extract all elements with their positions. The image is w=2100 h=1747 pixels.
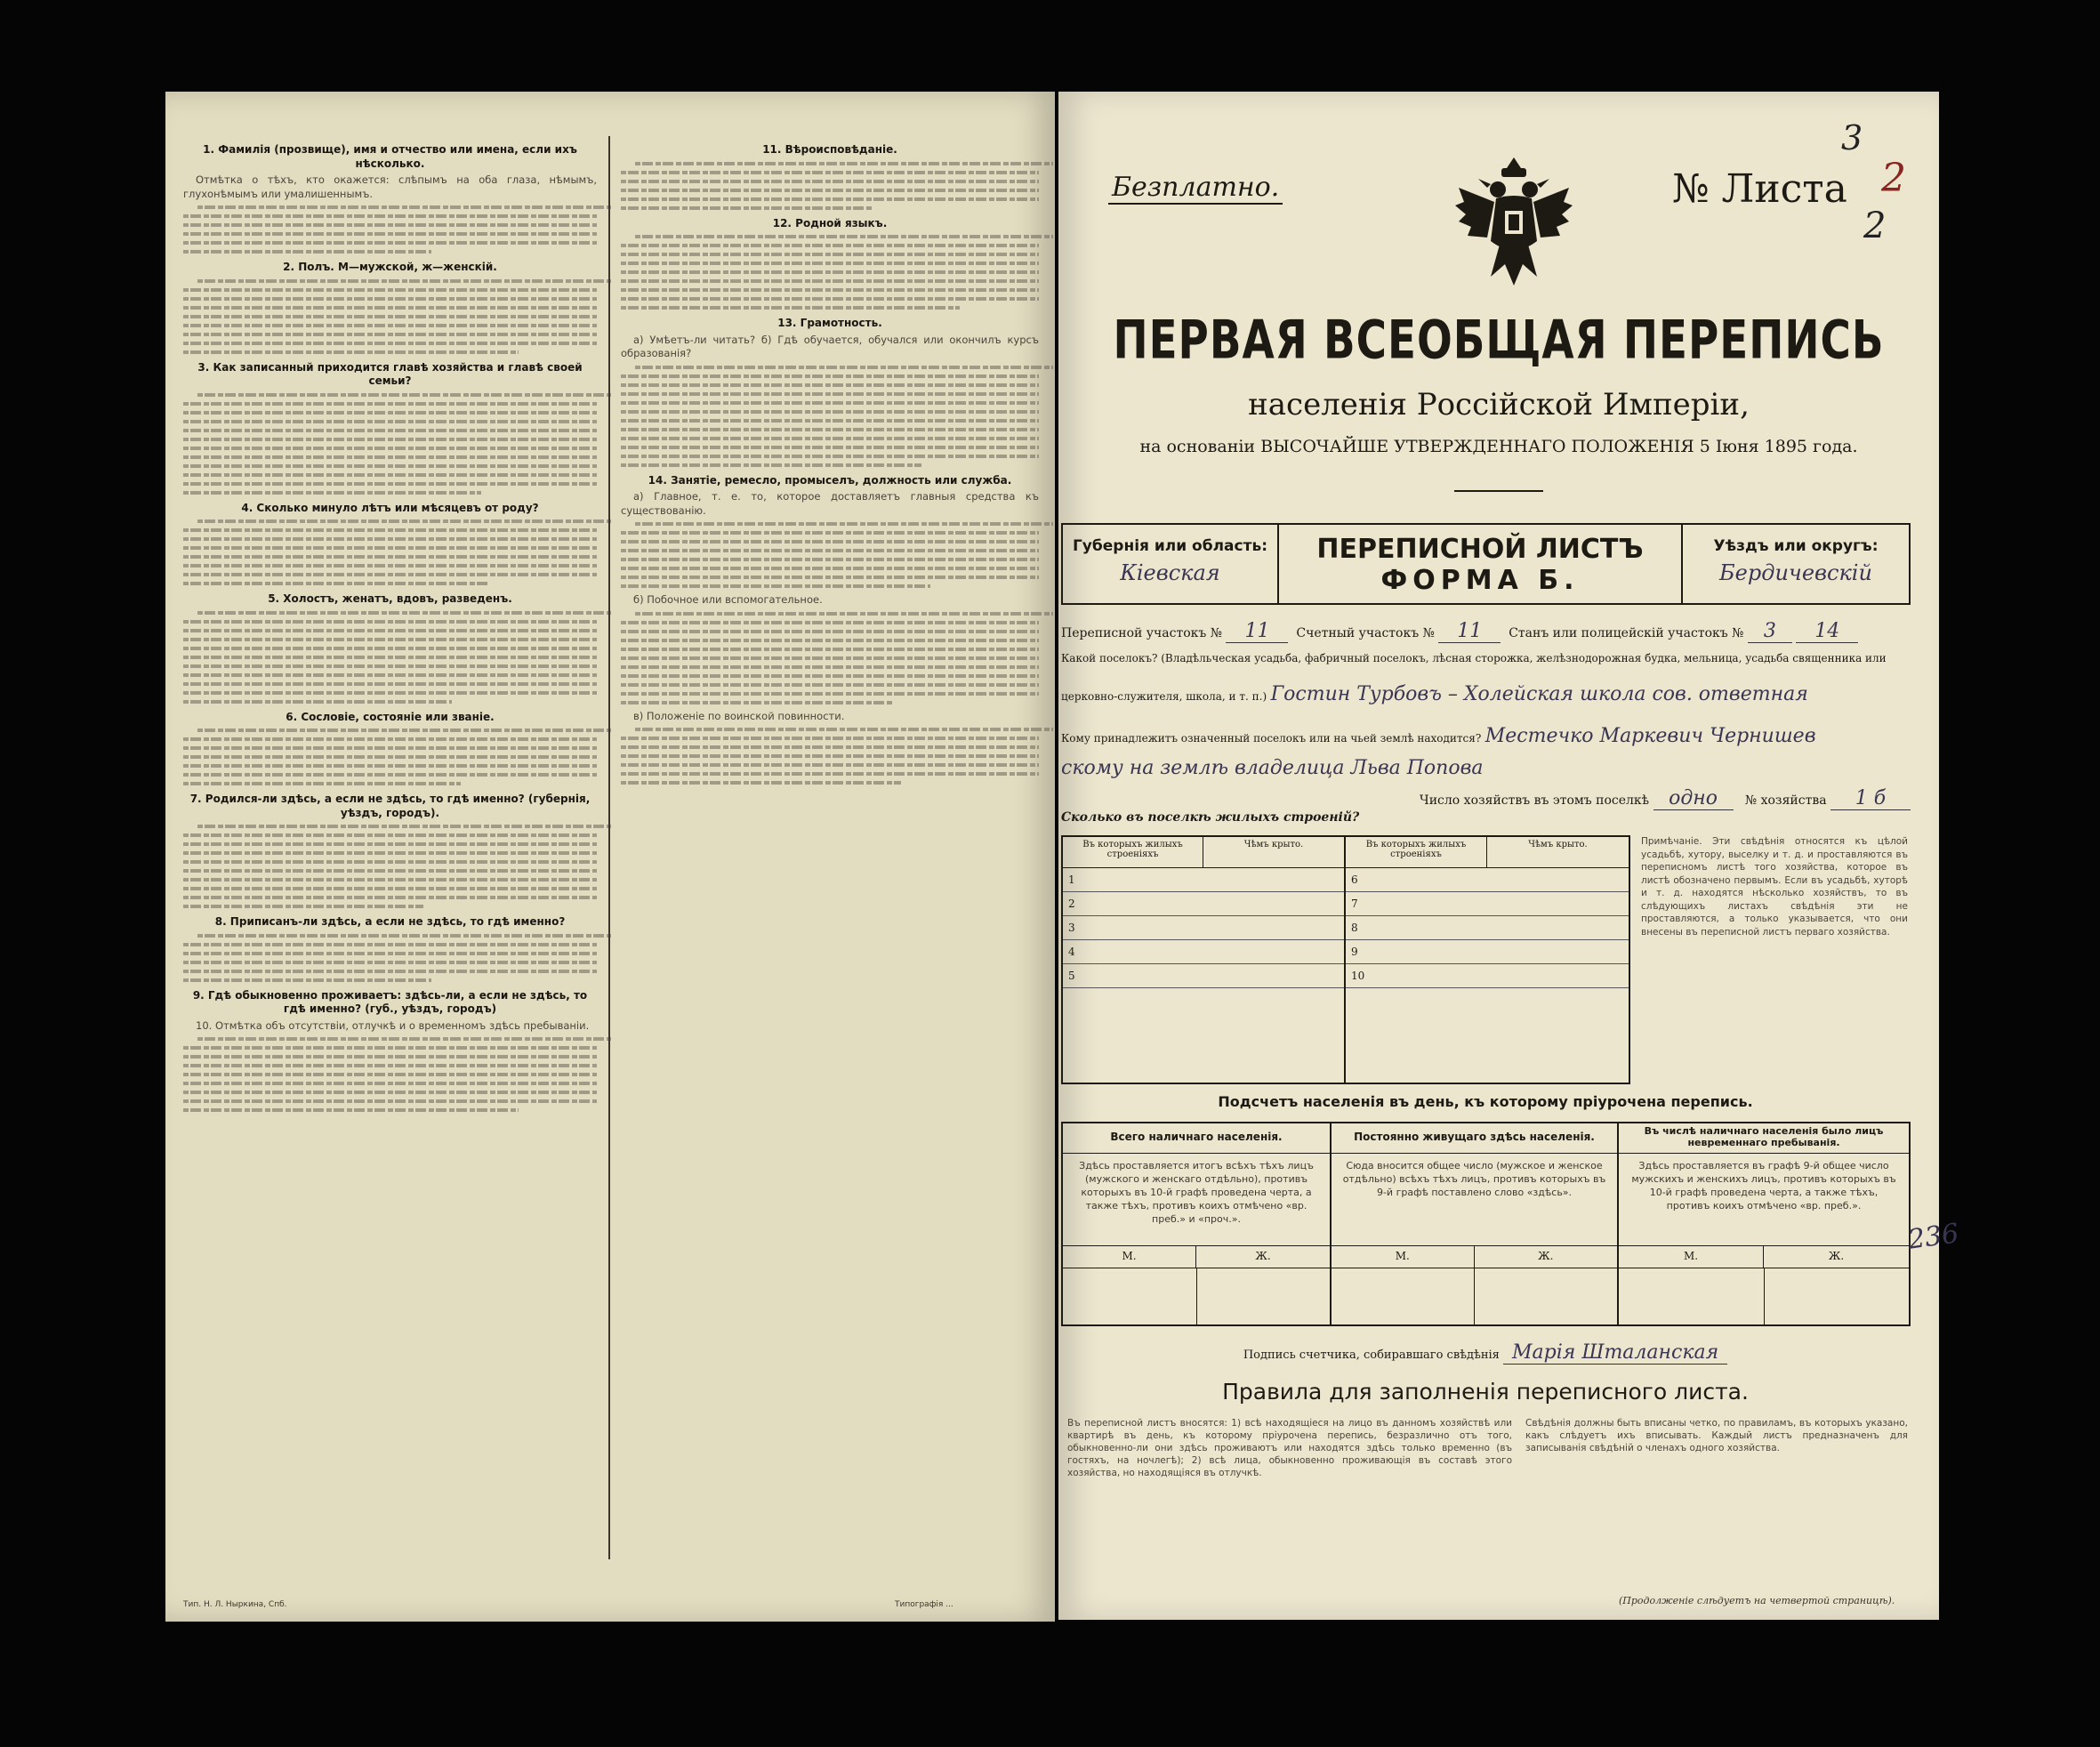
total-present-head: Всего наличнаго населенія. <box>1063 1123 1330 1154</box>
rules-text-left: Въ переписной листъ вносятся: 1) всѣ находящіеся на лицо въ данномъ хозяйствѣ или квартирѣ въ день, къ которому пріурочена перепись, безразлично отъ того, обыкновенно-ли они здѣсь проживаютъ или находятся здѣсь только временно (въ гостяхъ, на ночлегѣ); 2) всѣ лица, обыкновенно проживающія въ составѣ этого хозяйства, но находящіяся въ отлучкѣ. <box>1067 1418 1512 1478</box>
fine-print-line <box>183 833 597 837</box>
female-value-cell <box>1765 1268 1910 1325</box>
fine-print-line <box>183 333 597 336</box>
households-count-label: Число хозяйствъ въ этомъ поселкѣ <box>1419 793 1650 808</box>
fine-print-line <box>621 531 1039 535</box>
building-row: 9 <box>1346 940 1629 964</box>
buildings-col-head-2: Въ которыхъ жилыхъ строеніяхъ <box>1346 837 1487 867</box>
fine-print-line <box>183 473 597 477</box>
temporary-text: Здѣсь проставляется въ графѣ 9-й общее число мужскихъ и женскихъ лицъ, противъ которыхъ въ 10-й графѣ проведена черта, а также тѣхъ, противъ коихъ отмѣчено «вр. преб.». <box>1619 1154 1909 1246</box>
instruction-text: а) Главное, т. е. то, которое доставляетъ главныя средства къ существованію. <box>621 490 1039 517</box>
fine-print-line <box>183 764 597 768</box>
fine-print-line <box>621 737 1039 740</box>
households-count-value: одно <box>1653 787 1734 810</box>
fine-print-line <box>183 537 597 541</box>
fine-print-line <box>183 297 597 301</box>
male-label: М. <box>1063 1246 1196 1268</box>
settlement-question: Какой поселокъ? (Владѣльческая усадьба, фабричный поселокъ, лѣсная сторожка, желѣзнодорожная будка, мельница, усадьба священника или <box>1061 652 1887 664</box>
fine-print-line <box>183 1055 597 1059</box>
fine-print-block <box>621 728 1039 785</box>
corner-number-handwritten: 2 <box>1863 205 1887 246</box>
fine-print-line <box>183 420 597 423</box>
building-row: 4 <box>1063 940 1344 964</box>
fine-print-line <box>183 411 597 415</box>
fine-print-line <box>621 455 1039 458</box>
settlement-row <box>1061 683 1911 705</box>
fine-print-line <box>635 728 1053 731</box>
fine-print-line <box>621 772 1039 776</box>
rules-title: Правила для заполненія переписного листа. <box>1222 1379 1749 1405</box>
fine-print-line <box>621 781 901 785</box>
fine-print-line <box>183 691 597 695</box>
fine-print-line <box>183 961 597 964</box>
fine-print-block <box>183 205 597 254</box>
fine-print-line <box>183 1091 597 1094</box>
fine-print-line <box>183 943 597 946</box>
fine-print-line <box>183 555 597 559</box>
fine-print-line <box>183 673 597 677</box>
fine-print-line <box>183 887 597 890</box>
fine-print-block <box>183 934 597 982</box>
fine-print-line <box>621 262 1039 265</box>
fine-print-line <box>621 279 1039 283</box>
fine-print-line <box>621 171 1039 174</box>
fine-print-line <box>621 419 1039 423</box>
fine-print-line <box>635 366 1053 369</box>
fine-print-line <box>621 701 893 704</box>
population-count-table <box>1061 1122 1911 1326</box>
buildings-label: Сколько въ поселкѣ жилыхъ строеній? <box>1061 810 1360 825</box>
fine-print-line <box>621 446 1039 449</box>
buildings-note: Примѣчаніе. Эти свѣдѣнія относятся къ цѣлой усадьбѣ, хутору, выселку и т. д. и проставляются въ переписномъ листѣ того хозяйства, которое въ листѣ обозначено первымъ. Если въ усадьбѣ, хуторѣ и т. д. находятся нѣсколько хозяйствъ, то въ слѣдующихъ листахъ свѣдѣнія эти не проставляются, а только указывается, что они внесены въ переписной листъ перваго хозяйства. <box>1641 836 1908 938</box>
roof-col-head: Чѣмъ крыто. <box>1243 840 1304 849</box>
fine-print-line <box>183 350 519 354</box>
fine-print-line <box>183 773 597 777</box>
instruction-text: 10. Отмѣтка объ отсутствіи, отлучкѣ и о временномъ здѣсь пребываніи. <box>196 1018 590 1032</box>
fine-print-line <box>621 639 1039 642</box>
building-row: 5 <box>1063 964 1344 988</box>
buildings-col-head: Въ которыхъ жилыхъ строеніяхъ <box>1063 837 1203 867</box>
rules-continuation: (Продолженіе слѣдуетъ на четвертой страницѣ). <box>1619 1595 1895 1606</box>
fine-print-block <box>621 612 1039 704</box>
fine-print-line <box>183 573 597 576</box>
instruction-heading: 11. Вѣроисповѣданіе. <box>762 143 897 156</box>
instruction-text: Отмѣтка о тѣхъ, кто окажется: слѣпымъ на оба глаза, нѣмымъ, глухонѣмымъ или умалишеннымъ. <box>183 173 597 200</box>
fine-print-block <box>621 235 1039 310</box>
fine-print-line <box>621 383 1039 387</box>
fine-print-line <box>621 754 1039 758</box>
female-value-cell <box>1197 1268 1331 1325</box>
instruction-heading: 12. Родной языкъ. <box>772 216 888 229</box>
fine-print-line <box>621 437 1039 440</box>
fine-print-line <box>183 241 597 245</box>
fine-print-line <box>183 896 597 899</box>
form-name: ФОРМА Б. <box>1380 565 1580 596</box>
fine-print-line <box>621 648 1039 651</box>
fine-print-line <box>621 180 1039 183</box>
imperial-eagle-emblem-icon <box>1452 152 1576 294</box>
fine-print-line <box>183 564 597 568</box>
fine-print-line <box>183 746 597 750</box>
fine-print-line <box>183 860 597 864</box>
instruction-heading: 3. Как записанный приходится главѣ хозяйства и главѣ своей семьи? <box>197 360 583 387</box>
households-row <box>1061 787 1911 810</box>
fine-print-line <box>621 297 1039 301</box>
fine-print-line <box>183 464 597 468</box>
fine-print-line <box>183 978 431 982</box>
fine-print-line <box>183 878 597 882</box>
instruction-heading: 13. Грамотность. <box>777 317 882 329</box>
instruction-heading: 2. Полъ. М—мужской, ж—женскій. <box>283 261 497 273</box>
fine-print-line <box>183 782 461 785</box>
owner-row-continued <box>1061 757 1911 779</box>
instruction-heading: 9. Гдѣ обыкновенно проживаетъ: здѣсь-ли, а если не здѣсь, то гдѣ именно? (губ., уѣздъ, городъ) <box>192 988 588 1015</box>
fine-print-line <box>183 1108 519 1112</box>
building-row: 8 <box>1346 916 1629 940</box>
uezd-field <box>1681 523 1911 605</box>
printer-imprint-left: Тип. Н. Л. Ныркина, Спб. <box>183 1600 287 1609</box>
census-district-value: 11 <box>1226 620 1288 643</box>
instructions-column-right <box>621 136 1039 1568</box>
fine-print-line <box>197 279 611 283</box>
form-header-box <box>1058 523 1912 605</box>
fine-print-line <box>183 842 597 846</box>
fine-print-line <box>197 934 611 938</box>
free-label: Безплатно. <box>1108 172 1283 205</box>
fine-print-line <box>621 674 1039 678</box>
sheet-number-label: № Листа <box>1672 166 1847 212</box>
fine-print-line <box>183 869 597 873</box>
settlement-value: Гостин Турбовъ – Холейская школа сов. ответная <box>1270 683 1808 705</box>
enumerator-signature-row <box>1058 1341 1912 1365</box>
fine-print-line <box>621 410 1039 414</box>
fine-print-line <box>183 1046 597 1050</box>
owner-row <box>1061 725 1911 747</box>
owner-value: Местечко Маркевич Чернишев <box>1484 725 1816 747</box>
fine-print-line <box>183 491 481 495</box>
instruction-heading: 7. Родился-ли здѣсь, а если не здѣсь, то гдѣ именно? (губернія, уѣздъ, городъ). <box>189 793 591 819</box>
fine-print-line <box>635 235 1053 238</box>
fine-print-line <box>183 402 597 406</box>
fine-print-line <box>621 558 1039 561</box>
uezd-label: Уѣздъ или округъ: <box>1713 537 1879 555</box>
instruction-text: а) Умѣетъ-ли читать? б) Гдѣ обучается, обучался или окончилъ курсъ образованія? <box>621 333 1039 359</box>
fine-print-line <box>621 428 1039 431</box>
fine-print-line <box>183 546 597 550</box>
building-row: 7 <box>1346 892 1629 916</box>
fine-print-line <box>621 401 1039 405</box>
male-label: М. <box>1332 1246 1475 1268</box>
census-subtitle: населенія Россійской Имперіи, <box>1248 387 1750 423</box>
household-number-label: № хозяйства <box>1744 793 1827 808</box>
uezd-value: Бердичевскій <box>1719 560 1872 585</box>
owner-value-continued: скому на землѣ владелица Льва Попова <box>1061 757 1484 779</box>
permanent-column <box>1332 1123 1619 1324</box>
fine-print-line <box>183 629 597 632</box>
fine-print-line <box>183 528 597 532</box>
fine-print-line <box>183 656 597 659</box>
fine-print-line <box>183 482 597 486</box>
district-row <box>1061 620 1911 643</box>
male-label: М. <box>1619 1246 1764 1268</box>
fine-print-line <box>197 611 611 615</box>
fine-print-line <box>183 342 597 345</box>
fine-print-block <box>621 366 1039 467</box>
fine-print-line <box>621 288 1039 292</box>
instruction-text: в) Положеніе по воинской повинности. <box>633 709 845 722</box>
fine-print-block <box>183 279 597 354</box>
fine-print-line <box>183 1073 597 1076</box>
fine-print-line <box>183 755 597 759</box>
female-label: Ж. <box>1538 1250 1554 1262</box>
gubernia-value: Кіевская <box>1120 560 1220 585</box>
fine-print-line <box>621 549 1039 552</box>
instructions-column-left <box>183 136 597 1568</box>
instruction-heading: 4. Сколько минуло лѣтъ или мѣсяцевъ от роду? <box>241 501 539 514</box>
gubernia-label: Губернія или область: <box>1072 537 1268 555</box>
fine-print-line <box>621 374 1039 378</box>
fine-print-line <box>183 438 597 441</box>
fine-print-line <box>197 519 611 523</box>
fine-print-line <box>183 737 597 741</box>
male-value-cell <box>1619 1268 1765 1325</box>
fine-print-line <box>183 455 597 459</box>
female-label: Ж. <box>1255 1250 1271 1262</box>
fine-print-block <box>183 825 597 908</box>
margin-handwritten-number: 236 <box>1905 1218 1961 1256</box>
count-district-label: Счетный участокъ № <box>1296 626 1435 640</box>
settlement-label: церковно-служителя, школа, и т. п.) <box>1061 690 1267 703</box>
fine-print-line <box>183 324 597 327</box>
fine-print-line <box>621 665 1039 669</box>
building-row: 2 <box>1063 892 1344 916</box>
fine-print-line <box>183 620 597 624</box>
fine-print-line <box>183 1082 597 1085</box>
instruction-heading: 5. Холостъ, женатъ, вдовъ, разведенъ. <box>268 592 512 605</box>
divider-rule <box>1454 490 1543 492</box>
fine-print-line <box>183 214 597 218</box>
fine-print-line <box>197 1037 611 1041</box>
fine-print-block <box>183 519 597 585</box>
signature-value: Марія Шталанская <box>1503 1341 1727 1365</box>
fine-print-line <box>621 692 1039 696</box>
male-value-cell <box>1332 1268 1475 1325</box>
fine-print-line <box>621 270 1039 274</box>
male-value-cell <box>1063 1268 1197 1325</box>
fine-print-line <box>621 540 1039 543</box>
fine-print-line <box>183 315 597 318</box>
fine-print-block <box>183 729 597 785</box>
stan-label: Станъ или полицейскій участокъ № <box>1509 626 1744 640</box>
rules-text-right: Свѣдѣнія должны быть вписаны четко, по правиламъ, въ которыхъ указано, какъ слѣдуетъ ихъ вписывать. Каждый листъ предназначенъ для записыванія свѣдѣній о членахъ одного хозяйства. <box>1525 1418 1908 1453</box>
permanent-text: Сюда вносится общее число (мужское и женское отдѣльно) всѣхъ тѣхъ лицъ, противъ которыхъ въ 9-й графѣ поставлено слово «здѣсь». <box>1332 1154 1617 1246</box>
total-present-text: Здѣсь проставляется итогъ всѣхъ тѣхъ лицъ (мужского и женскаго отдѣльно), противъ которыхъ въ 10-й графѣ проведена черта, а также тѣхъ, противъ коихъ отмѣчено «вр. преб.» и «проч.». <box>1063 1154 1330 1246</box>
fine-print-line <box>621 567 1039 570</box>
fine-print-line <box>183 647 597 650</box>
fine-print-block <box>621 162 1039 210</box>
fine-print-line <box>635 162 1053 165</box>
left-page <box>165 92 1055 1622</box>
building-row: 3 <box>1063 916 1344 940</box>
instruction-text: б) Побочное или вспомогательное. <box>633 593 823 606</box>
building-row: 1 <box>1063 868 1344 892</box>
fine-print-line <box>183 223 597 227</box>
building-row: 6 <box>1346 868 1629 892</box>
fine-print-line <box>183 582 489 585</box>
temporary-column <box>1619 1123 1909 1324</box>
printer-imprint-right: Типографія ... <box>895 1600 953 1609</box>
fine-print-line <box>635 612 1053 616</box>
fine-print-line <box>183 851 597 855</box>
fine-print-line <box>183 1064 597 1067</box>
buildings-table <box>1061 835 1630 1084</box>
fine-print-line <box>621 189 1039 192</box>
form-title-block <box>1279 523 1681 605</box>
fine-print-line <box>183 638 597 641</box>
fine-print-line <box>183 952 597 955</box>
buildings-table-right <box>1346 837 1629 1083</box>
fine-print-block <box>621 522 1039 588</box>
population-count-title: Подсчетъ населенія въ день, къ которому пріурочена перепись. <box>1218 1093 1753 1110</box>
fine-print-line <box>621 763 1039 767</box>
fine-print-block <box>183 611 597 704</box>
fine-print-line <box>197 825 611 828</box>
fine-print-line <box>621 306 960 310</box>
buildings-table-left <box>1063 837 1346 1083</box>
female-value-cell <box>1475 1268 1617 1325</box>
column-divider <box>608 136 610 1559</box>
fine-print-line <box>183 905 423 908</box>
corner-page-number: 3 <box>1841 118 1863 157</box>
building-row: 10 <box>1346 964 1629 988</box>
count-district-value: 11 <box>1438 620 1501 643</box>
fine-print-line <box>621 576 1039 579</box>
fine-print-line <box>183 970 597 973</box>
fine-print-line <box>183 232 597 236</box>
fine-print-line <box>621 621 1039 624</box>
fine-print-line <box>183 700 452 704</box>
fine-print-line <box>183 664 597 668</box>
gubernia-field <box>1061 523 1279 605</box>
sheet-number-handwritten: 2 <box>1881 156 1906 201</box>
form-title: ПЕРЕПИСНОЙ ЛИСТЪ <box>1316 534 1644 565</box>
fine-print-line <box>621 392 1039 396</box>
fine-print-line <box>183 682 597 686</box>
police-district-value: 14 <box>1796 620 1858 643</box>
fine-print-line <box>621 683 1039 687</box>
fine-print-line <box>621 463 921 467</box>
roof-col-head-2: Чѣмъ крыто. <box>1528 840 1588 849</box>
temporary-head: Въ числѣ наличнаго населенія было лицъ невременнаго пребыванія. <box>1619 1123 1909 1154</box>
fine-print-line <box>621 197 1039 201</box>
fine-print-line <box>183 1099 597 1103</box>
fine-print-block <box>183 393 597 495</box>
fine-print-line <box>621 656 1039 660</box>
fine-print-line <box>197 205 611 209</box>
instruction-heading: 8. Приписанъ-ли здѣсь, а если не здѣсь, то гдѣ именно? <box>214 915 566 928</box>
fine-print-line <box>183 447 597 450</box>
census-district-label: Переписной участокъ № <box>1061 626 1222 640</box>
instruction-heading: 14. Занятіе, ремесло, промыселъ, должность или служба. <box>648 473 1012 487</box>
fine-print-line <box>197 393 611 397</box>
fine-print-line <box>621 745 1039 749</box>
fine-print-line <box>621 244 1039 247</box>
permanent-head: Постоянно живущаго здѣсь населенія. <box>1332 1123 1617 1154</box>
census-title: ПЕРВАЯ ВСЕОБЩАЯ ПЕРЕПИСЬ <box>1113 310 1885 372</box>
instruction-heading: 6. Сословіе, состояніе или званіе. <box>286 710 495 723</box>
fine-print-line <box>183 250 431 254</box>
female-label: Ж. <box>1828 1250 1845 1262</box>
signature-label: Подпись счетчика, собиравшаго свѣдѣнія <box>1243 1348 1500 1362</box>
fine-print-line <box>183 306 597 310</box>
fine-print-line <box>621 253 1039 256</box>
fine-print-line <box>621 584 930 588</box>
household-number-value: 1 б <box>1830 787 1911 810</box>
total-present-column <box>1063 1123 1332 1324</box>
fine-print-line <box>183 288 597 292</box>
stan-value: 3 <box>1748 620 1792 643</box>
fine-print-line <box>635 522 1053 526</box>
right-page <box>1058 92 1961 1620</box>
fine-print-line <box>197 729 611 732</box>
fine-print-line <box>183 429 597 432</box>
instruction-heading: 1. Фамилія (прозвище), имя и отчество или имена, если ихъ нѣсколько. <box>203 143 577 170</box>
owner-label: Кому принадлежитъ означенный поселокъ или на чьей землѣ находится? <box>1061 732 1482 745</box>
fine-print-line <box>621 630 1039 633</box>
fine-print-block <box>183 1037 597 1112</box>
fine-print-line <box>621 206 872 210</box>
legal-basis: на основаніи ВЫСОЧАЙШЕ УТВЕРЖДЕННАГО ПОЛОЖЕНІЯ 5 Іюня 1895 года. <box>1139 437 1858 456</box>
